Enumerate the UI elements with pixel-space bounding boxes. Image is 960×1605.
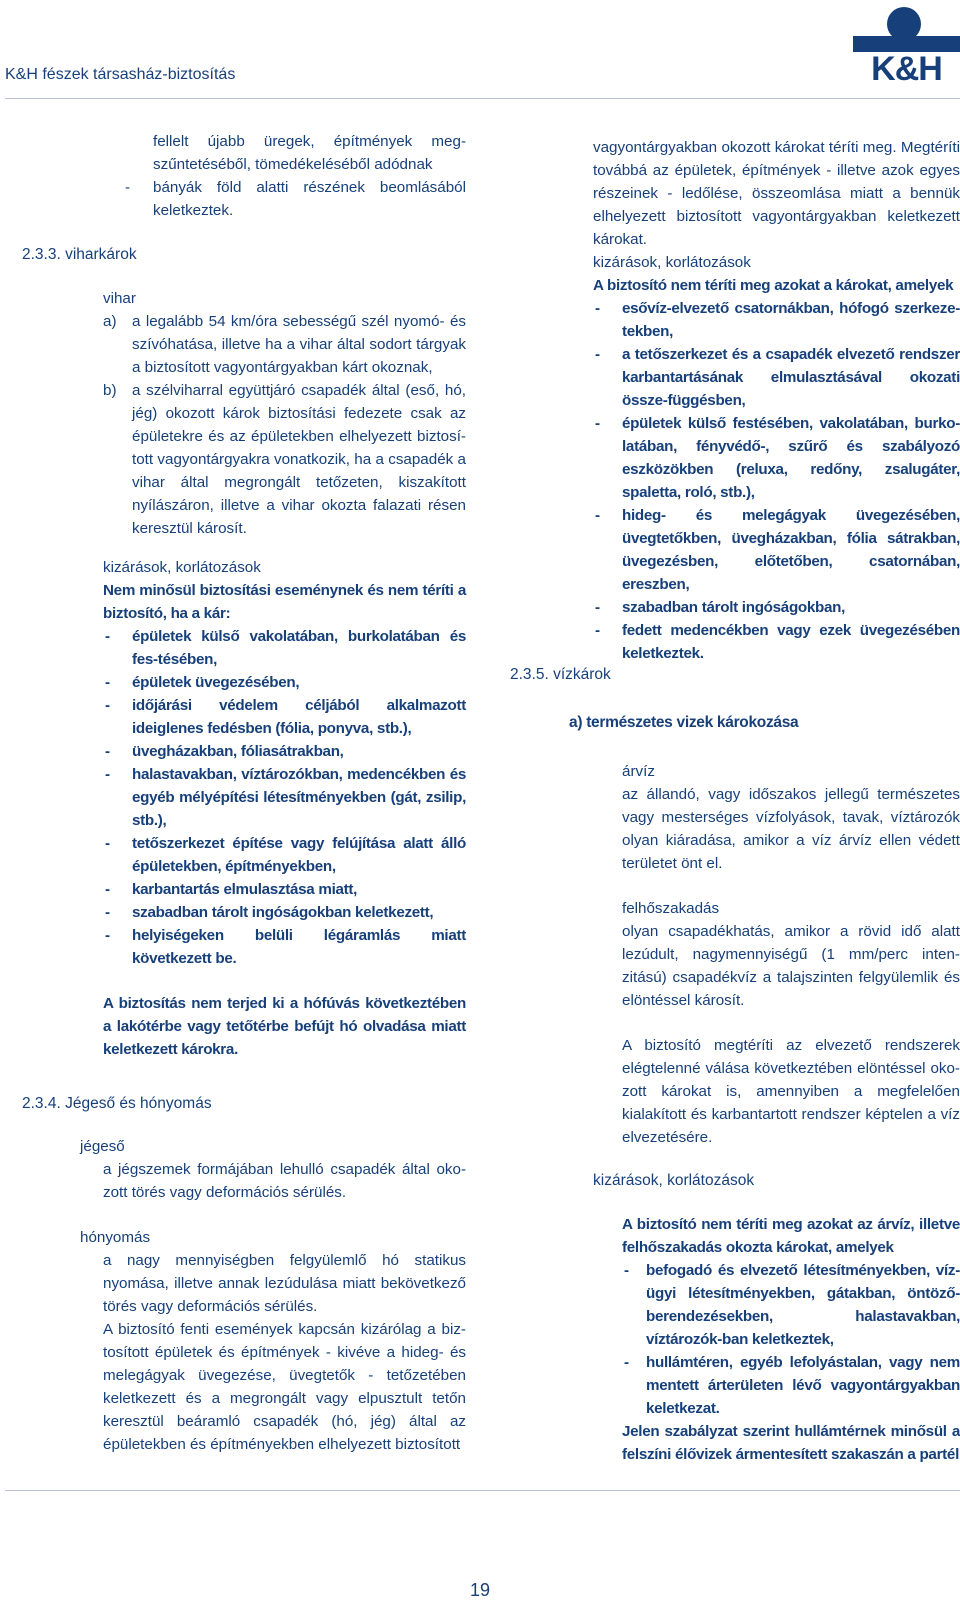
kizarasok-item: - karbantartás elmulasztása miatt, [103,878,466,901]
hofuvas-note: A biztosítás nem terjed ki a hófúvás következtében a lakótérbe vagy tetőtérbe befújt hó olvadása miatt keletkezett károkra. [103,995,466,1058]
kh-logo-text: K&H [871,50,942,88]
kizarasok-item: - helyiségeken belüli légáramlás miatt következett be. [103,924,466,970]
kizarasok-item: - üvegházakban, fóliasátrakban, [103,740,466,763]
elvezeto-text: A biztosító megtéríti az elvezető rendszerek elégtelenné válása következtében elöntéssel oko-zott károkat is, amennyiben a megfelelően kialakított és karbantartott rendszer képtelen a víz elvezetésére. [622,1037,960,1146]
vihar-item-a-text: a legalább 54 km/óra sebességű szél nyomó- és szívóhatása, illetve ha a vihar által sodort tárgyak a biztosított vagyontárgyakban kárt okoznak, [132,313,466,376]
kizarasok-item: - épületek üvegezésében, [103,671,466,694]
right-cont-text: vagyontárgyakban okozott károkat téríti meg. Megtéríti továbbá az épületek, építmények - illetve azok egyes részeinek - ledőlése, összeomlása miatt a bennük elhelyezett biztosított vagyontárgyakban keletkezett károkat. [593,139,960,248]
arviz-heading: árvíz [622,763,655,780]
header-divider [5,98,960,99]
vihar-item-b-label: b) [103,382,117,399]
right-kizarasok-2-intro: A biztosító nem téríti meg azokat az árvíz, illetve felhőszakadás okozta károkat, amelyek [622,1216,960,1256]
right-arviz-block [622,760,960,1149]
vihar-item-b-text: a szélviharral együttjáró csapadék által (eső, hó, jég) okozott károk biztosítási fedezete csak az épületekre és az épületekben elhelyezett biztosí-tott vagyontárgyakra vonatkozik, ha a csapadék a vihar által megrongált tetőzeten, kiszakított nyílászáron, illetve a vihar okozta falazati résen keresztül károsít. [132,382,466,537]
subsection-a: a) természetes vizek károkozása [569,714,799,731]
right-kizarasok-item: - fedett medencékben vagy ezek üvegezésében keletkeztek. [593,619,960,665]
honyomas-text-2: A biztosító fenti események kapcsán kizárólag a biz-tosított épületek és építmények - kivéve a hideg- és melegágyak üvegezése, üvegtetők - tetőzetében keletkezett és a megrongált vagy elpusztult tetőn keresztül beáramló csapadék (hó, jég) által az épületekben és építményekben elhelyezett biztosított [103,1321,466,1453]
honyomas-heading: hónyomás [80,1229,151,1246]
right-top-block [593,136,960,665]
section-2-3-5: 2.3.5. vízkárok [510,666,611,683]
kizarasok-item: - szabadban tárolt ingóságokban keletkezett, [103,901,466,924]
right-kizarasok-2-heading: kizárások, korlátozások [593,1172,755,1189]
jeges-text: a jégszemek formájában lehulló csapadék által oko-zott törés vagy deformációs sérülés. [103,1161,466,1201]
right-kiz2-block [622,1213,960,1466]
kizarasok-intro: Nem minősül biztosítási eseménynek és nem téríti a biztosító, ha a kár: [103,582,466,622]
left-vihar-block [103,287,466,1061]
left-cont-text: fellelt újabb üregek, építmények meg-szűntetéséből, tömedékeléséből adódnak [153,133,466,173]
vihar-item-a-label: a) [103,313,117,330]
right-kizarasok-2-item: - befogadó és elvezető létesítményekben, víz-ügyi létesítményekben, gátakban, öntöző-berendezésekben, halastavakban, víztározók-ban keletkeztek, [622,1259,960,1351]
arviz-text: az állandó, vagy időszakos jellegű természetes vagy mesterséges vízfolyások, tavak, víztározók olyan kiáradása, amikor a víz árvíz ellen védett területet önt el. [622,786,960,872]
kizarasok-item: - épületek külső vakolatában, burkolatában és fes-tésében, [103,625,466,671]
right-kizarasok-item: - szabadban tárolt ingóságokban, [593,596,960,619]
vihar-item-b [103,379,466,540]
kizarasok-heading: kizárások, korlátozások [103,559,261,576]
left-top-block [123,130,466,222]
kizarasok-item: - tetőszerkezet építése vagy felújítása alatt álló épületekben, építményekben, [103,832,466,878]
right-kizarasok-item: - hideg- és melegágyak üvegezésében, üvegtetőkben, üvegházakban, fólia sátrakban, üvegezésben, előtetőben, csatornában, ereszben, [593,504,960,596]
left-jeges-block [80,1135,466,1456]
jeges-heading: jégeső [80,1138,125,1155]
vihar-item-a [103,310,466,379]
kh-logo-icon [853,2,960,52]
vihar-heading: vihar [103,290,136,307]
right-kizarasok-item: - esővíz-elvezető csatornákban, hófogó szerkeze-tekben, [593,297,960,343]
left-cont-dash: - bányák föld alatti részének beomlásából keletkeztek. [123,176,466,222]
document-title: K&H fészek társasház-biztosítás [5,66,236,83]
honyomas-text: a nagy mennyiségben felgyülemlő hó statikus nyomása, illetve annak lezúdulása miatt bekövetkező törés vagy deformációs sérülés. [103,1252,466,1315]
right-kizarasok-heading: kizárások, korlátozások [593,254,751,271]
section-2-3-4: 2.3.4. Jégeső és hónyomás [22,1095,212,1112]
right-kizarasok-2-item: - hullámtéren, egyéb lefolyástalan, vagy nem mentett árterületen lévő vagyontárgyakban keletkezat. [622,1351,960,1420]
section-2-3-3: 2.3.3. viharkárok [22,246,137,263]
kizarasok-item: - halastavakban, víztározókban, medencékben és egyéb mélyépítési létesítményekben (gát, zsilip, stb.), [103,763,466,832]
right-kizarasok-intro: A biztosító nem téríti meg azokat a károkat, amelyek [593,277,954,294]
right-kizarasok-item: - a tetőszerkezet és a csapadék elvezető rendszer karbantartásának elmulasztásával okozati össze-függésben, [593,343,960,412]
page-number: 19 [469,1580,491,1600]
felhoszakadas-text: olyan csapadékhatás, amikor a rövid idő alatt lezúdult, nagymennyiségű (1 mm/perc inten-zitású) csapadékvíz a talajszinten felgyülemlik és elöntéssel károsít. [622,923,960,1009]
hullamter-note: Jelen szabályzat szerint hullámtérnek minősül a felszíni élővizek ármentesített szakaszán a partél [622,1423,960,1463]
kizarasok-item: - időjárási védelem céljából alkalmazott ideiglenes fedésben (fólia, ponyva, stb.), [103,694,466,740]
felhoszakadas-heading: felhőszakadás [622,900,720,917]
kh-logo [853,2,960,88]
right-kizarasok-item: - épületek külső festésében, vakolatában, burko-latában, fényvédő-, szűrő és szabályozó eszközökben (reluxa, redőny, zsalugáter, spaletta, roló, stb.), [593,412,960,504]
footer-divider [5,1490,960,1491]
